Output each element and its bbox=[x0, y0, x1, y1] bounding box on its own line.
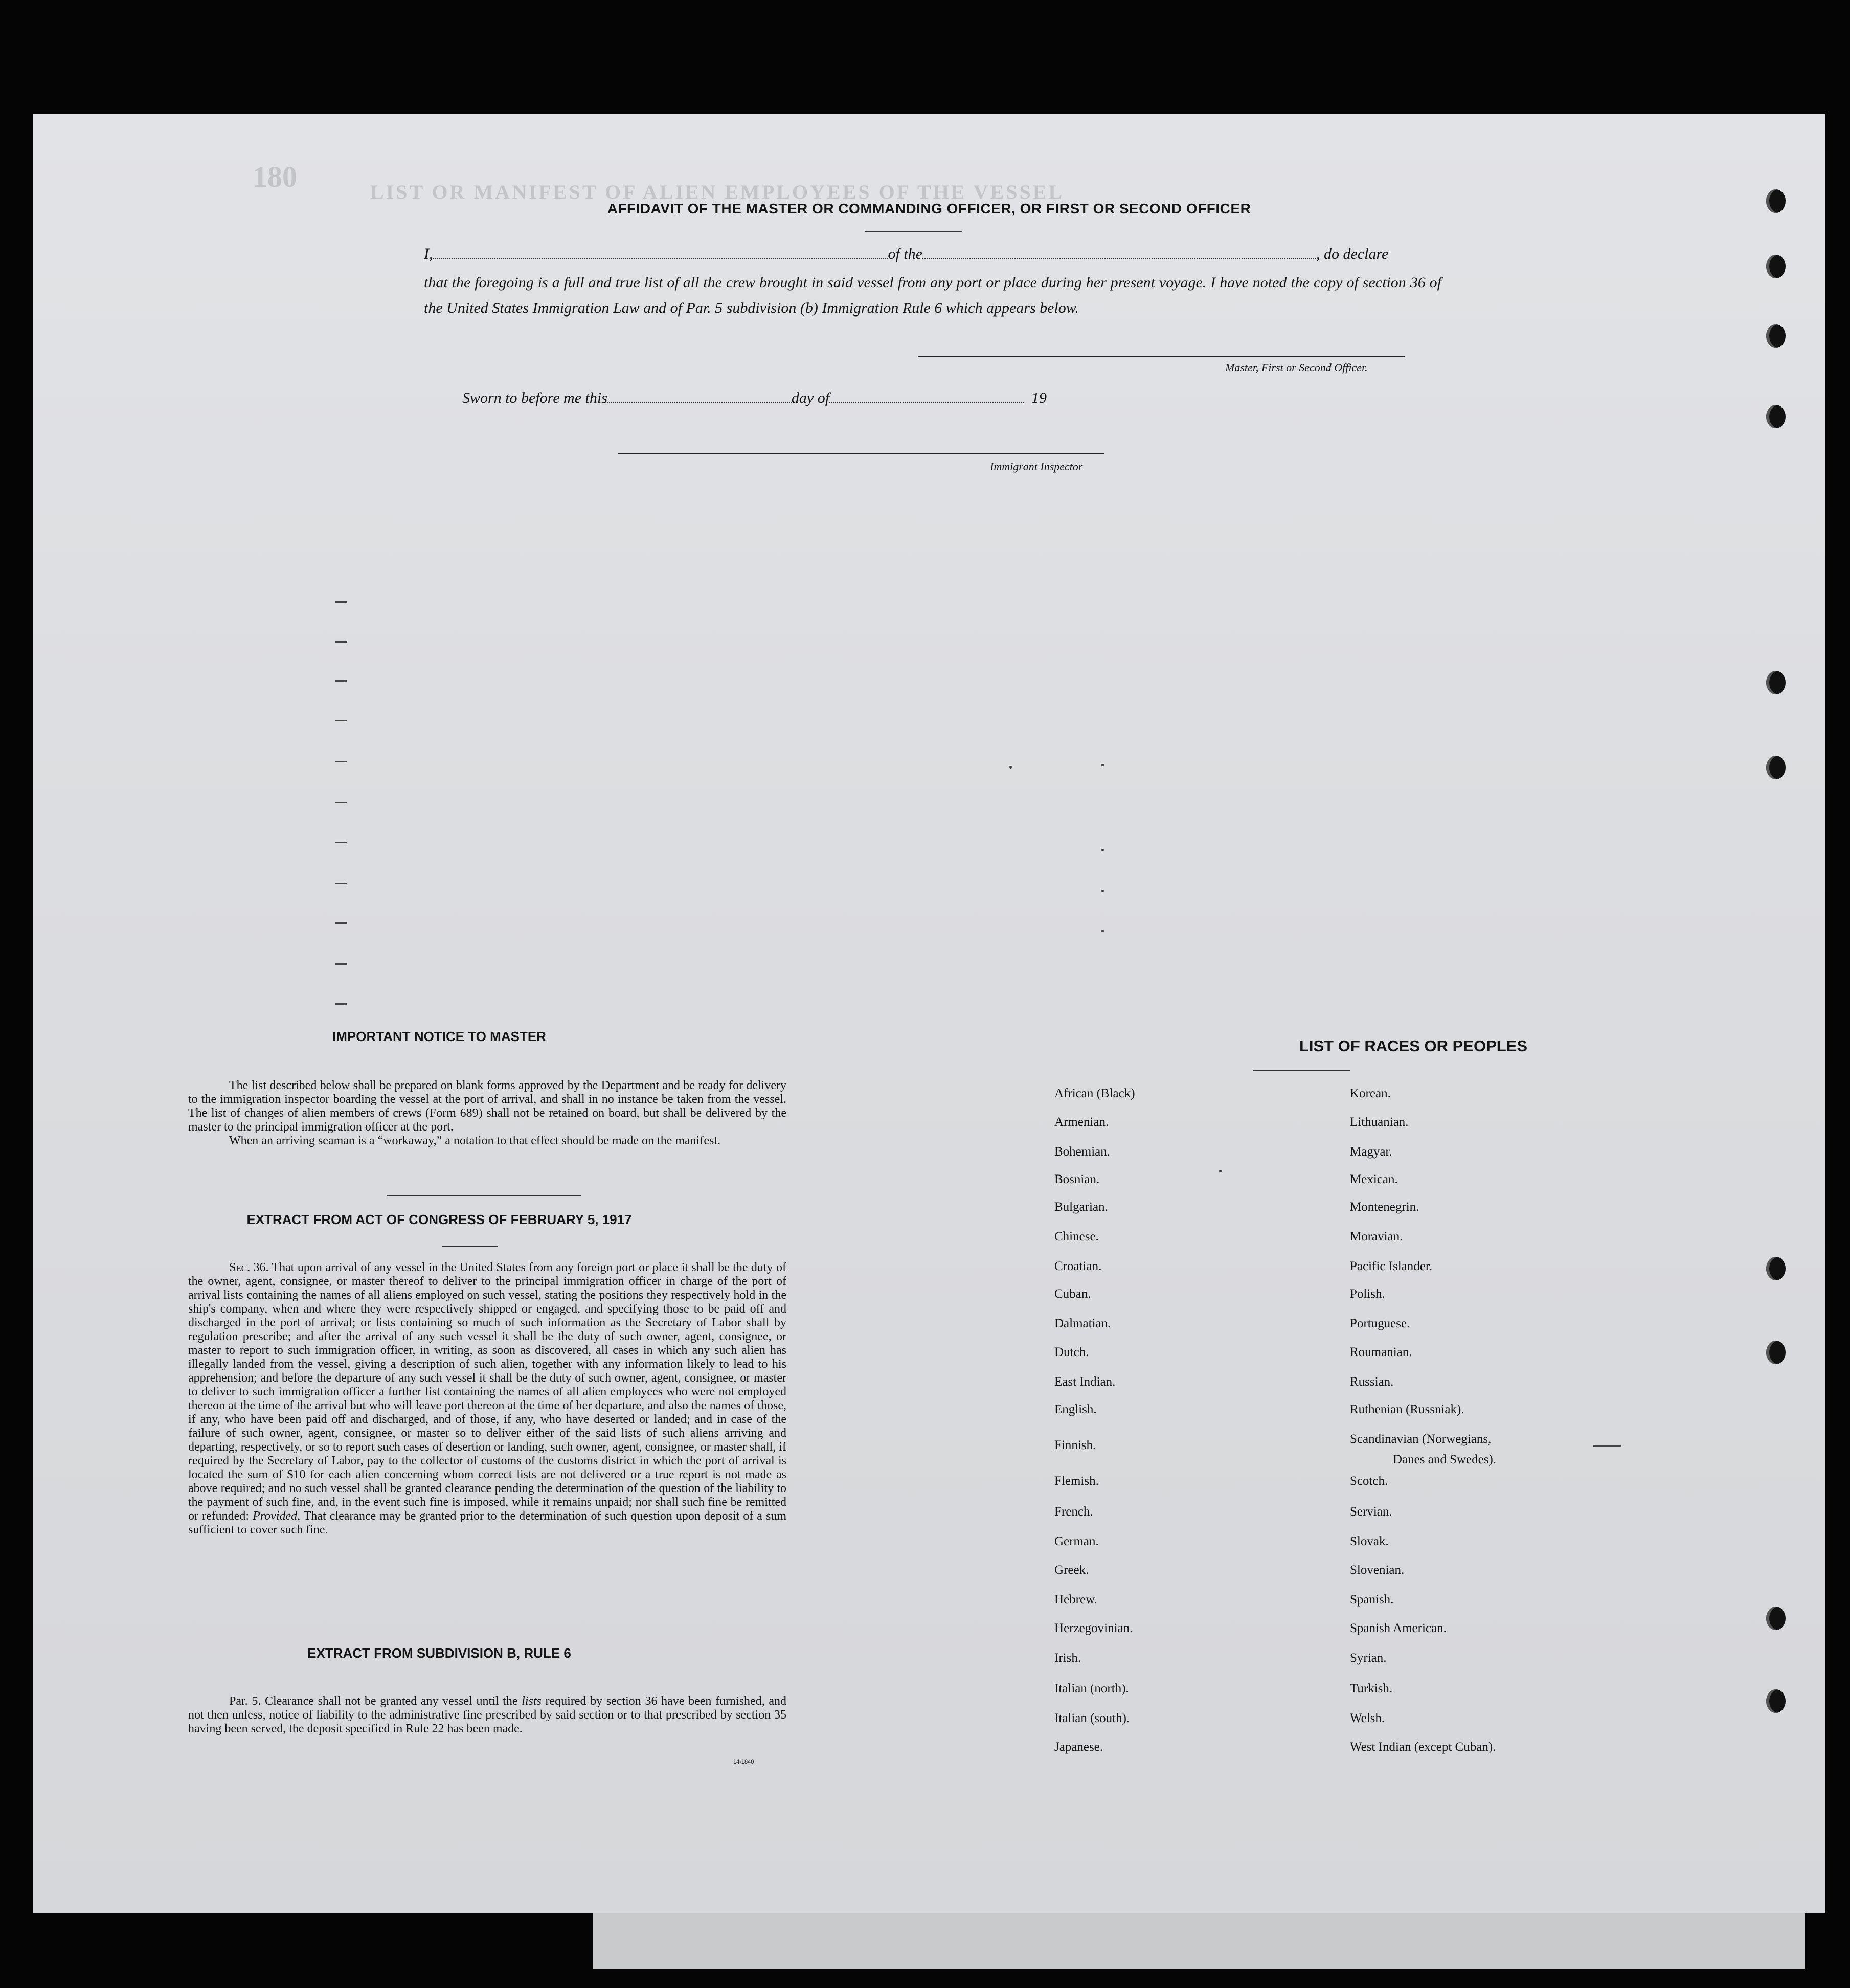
notice-paragraph-1: The list described below shall be prepared on blank forms approved by the Department and be ready for delivery to the immigration inspector boarding the vessel at the port of arrival, and shall in no instance be taken from the vessel. The list of changes of alien members of crews (Form 689) shall not be retained on board, but shall be delivered by the master to the principal immigration officer at the port. bbox=[188, 1079, 786, 1134]
race-item-right: Lithuanian. bbox=[1350, 1115, 1409, 1129]
binder-hole bbox=[1766, 1341, 1786, 1364]
margin-dash bbox=[335, 963, 347, 965]
binder-hole bbox=[1766, 255, 1786, 278]
act-title-rule bbox=[442, 1246, 498, 1247]
binder-hole bbox=[1766, 1689, 1786, 1713]
race-item-right: Korean. bbox=[1350, 1087, 1391, 1100]
race-item-left: Hebrew. bbox=[1054, 1593, 1097, 1607]
race-item-left: Greek. bbox=[1054, 1563, 1089, 1577]
margin-dash bbox=[335, 680, 347, 682]
act-extract-title: EXTRACT FROM ACT OF CONGRESS OF FEBRUARY 5, 1917 bbox=[246, 1212, 632, 1227]
race-item-left: German. bbox=[1054, 1534, 1099, 1548]
margin-dash bbox=[335, 720, 347, 721]
rule6-text-b: required by section 36 have been furnished, and not then unless, notice of liability to the administrative fine prescribed by said section or to that prescribed by section 35 having been served, the deposit specified in Rule 22 has been made. bbox=[188, 1695, 787, 1735]
race-item-left: Finnish. bbox=[1054, 1438, 1096, 1452]
margin-dash bbox=[335, 761, 347, 762]
margin-dash bbox=[335, 1003, 347, 1005]
race-item-right: Scandinavian (Norwegians, bbox=[1350, 1432, 1492, 1446]
sworn-month-blank[interactable] bbox=[829, 391, 1024, 403]
stray-dot bbox=[1009, 766, 1012, 769]
sworn-prefix: Sworn to before me this bbox=[462, 390, 607, 406]
margin-dash bbox=[335, 883, 347, 884]
master-signature-label: Master, First or Second Officer. bbox=[1225, 361, 1368, 374]
name-blank[interactable] bbox=[433, 246, 888, 259]
race-item-left: Armenian. bbox=[1054, 1115, 1109, 1129]
race-item-right: Pacific Islander. bbox=[1350, 1259, 1433, 1273]
race-item-right: Ruthenian (Russniak). bbox=[1350, 1403, 1464, 1416]
race-item-right: Spanish American. bbox=[1350, 1621, 1447, 1635]
race-item-right: Polish. bbox=[1350, 1287, 1385, 1301]
notice-title: IMPORTANT NOTICE TO MASTER bbox=[332, 1029, 546, 1044]
act-section-36 bbox=[188, 1261, 786, 1537]
race-item-left: Japanese. bbox=[1054, 1740, 1103, 1754]
margin-dash bbox=[335, 641, 347, 643]
margin-dash bbox=[335, 842, 347, 843]
race-item-left: Dutch. bbox=[1054, 1345, 1089, 1359]
race-item-right: Roumanian. bbox=[1350, 1345, 1412, 1359]
notice-paragraph-2: When an arriving seaman is a “workaway,” a notation to that effect should be made on the manifest. bbox=[229, 1134, 720, 1147]
stray-dot bbox=[1219, 1170, 1222, 1172]
binder-hole bbox=[1766, 756, 1786, 779]
races-title-rule bbox=[1253, 1070, 1350, 1071]
race-item-left: Dalmatian. bbox=[1054, 1317, 1111, 1330]
race-item-left: Bohemian. bbox=[1054, 1145, 1111, 1159]
binder-hole bbox=[1766, 1607, 1786, 1630]
bleed-through-header: LIST OR MANIFEST OF ALIEN EMPLOYEES OF THE VESSEL bbox=[370, 180, 1065, 204]
rule6-extract-title: EXTRACT FROM SUBDIVISION B, RULE 6 bbox=[307, 1645, 571, 1661]
sec-36-label: Sec. 36. bbox=[229, 1261, 269, 1274]
affidavit-declare-label: , do declare bbox=[1316, 245, 1389, 262]
race-item-left: Bulgarian. bbox=[1054, 1200, 1108, 1214]
races-title: LIST OF RACES OR PEOPLES bbox=[1299, 1037, 1528, 1055]
race-item-left: Chinese. bbox=[1054, 1230, 1099, 1244]
race-scandinavian-continued: Danes and Swedes). bbox=[1393, 1453, 1497, 1466]
stray-dot bbox=[1101, 930, 1104, 932]
margin-dash bbox=[335, 601, 347, 603]
stray-dot bbox=[1101, 849, 1104, 851]
sworn-line bbox=[462, 390, 1047, 407]
vessel-blank[interactable] bbox=[922, 246, 1316, 259]
binder-hole bbox=[1766, 324, 1786, 348]
rule6-paragraph bbox=[188, 1695, 786, 1736]
race-item-right: Turkish. bbox=[1350, 1682, 1393, 1696]
race-item-right: Moravian. bbox=[1350, 1230, 1403, 1244]
sworn-day-label: day of bbox=[791, 390, 830, 406]
sec-36-text: That upon arrival of any vessel in the United States from any foreign port or place it shall be the duty of the owner, agent, consignee, or master thereof to deliver to the principal immigration officer in charge of the port of arrival lists containing the names of all aliens employed on such vessel, stating the positions they respectively hold in the ship's company, when and where they were respectively shipped or engaged, and specifying those to be paid off and discharged in the port of arrival; or lists containing so much of such information as the Secretary of Labor shall by regulation prescribe; and after the arrival of any such vessel it shall be the duty of such owner, agent, consignee, or master to report to such immigration officer, in writing, as soon as discovered, all cases in which any such alien has illegally landed from the vessel, giving a description of such alien, together with any information likely to lead to his apprehension; and before the departure of any such vessel it shall be the duty of such owner, agent, consignee, or master to deliver to such immigration officer a further list containing the names of all alien employees who were not employed thereon at the time of the arrival but who will leave port thereon at the time of her departure, and also the names of those, if any, who have been paid off and discharged, and of those, if any, who have deserted or landed; and in case of the failure of such owner, agent, consignee, or master so to deliver either of the said lists of such aliens arriving and departing, respectively, or so to report such cases of desertion or landing, such owner, agent, consignee, or master shall, if required by the Secretary of Labor, pay to the collector of customs of the customs district in which the port of arrival is located the sum of $10 for each alien concerning whom correct lists are not delivered or a true report is not made as above required; and no such vessel shall be granted clearance pending the determination of the question of the liability to the payment of such fine, and, in the event such fine is imposed, while it remains unpaid; nor shall such fine be remitted or refunded: bbox=[188, 1261, 786, 1523]
inspector-signature-label: Immigrant Inspector bbox=[990, 460, 1083, 473]
race-item-right: Slovenian. bbox=[1350, 1563, 1405, 1577]
race-item-left: Italian (north). bbox=[1054, 1682, 1129, 1696]
race-item-right: Russian. bbox=[1350, 1375, 1394, 1389]
affidavit-of-the-label: of the bbox=[888, 245, 922, 262]
margin-dash bbox=[335, 922, 347, 924]
binder-hole bbox=[1766, 671, 1786, 694]
stray-dot bbox=[1101, 890, 1104, 892]
race-item-right: West Indian (except Cuban). bbox=[1350, 1740, 1496, 1754]
affidavit-title-rule bbox=[865, 231, 962, 232]
sec-36-text-end: That clearance may be granted prior to the determination of such question upon deposit of a sum sufficient to cover such fine. bbox=[188, 1509, 787, 1537]
master-signature-line[interactable] bbox=[918, 356, 1405, 357]
race-item-left: Italian (south). bbox=[1054, 1711, 1130, 1725]
bleed-through-number: 180 bbox=[253, 160, 297, 193]
race-item-left: East Indian. bbox=[1054, 1375, 1116, 1389]
notice-body bbox=[188, 1079, 786, 1148]
race-item-right: Magyar. bbox=[1350, 1145, 1392, 1159]
sworn-year-label: 19 bbox=[1031, 390, 1047, 406]
stray-dot bbox=[1101, 764, 1104, 766]
affidavit-title: AFFIDAVIT OF THE MASTER OR COMMANDING OFFICER, OR FIRST OR SECOND OFFICER bbox=[607, 200, 1251, 216]
race-item-right: Montenegrin. bbox=[1350, 1200, 1419, 1214]
race-item-right: Servian. bbox=[1350, 1505, 1392, 1519]
provided-word: Provided, bbox=[253, 1509, 301, 1523]
affidavit-statement: that the foregoing is a full and true list of all the crew brought in said vessel from any port or place during her present voyage. I have noted the copy of section 36 of the United States Immigration Law and of Par. 5 subdivision (b) Immigration Rule 6 which appears below. bbox=[424, 274, 1441, 317]
section-divider bbox=[387, 1195, 581, 1196]
race-item-right: Scotch. bbox=[1350, 1474, 1388, 1488]
rule6-text-a: Par. 5. Clearance shall not be granted any vessel until the bbox=[229, 1695, 518, 1708]
lists-word: lists bbox=[522, 1695, 542, 1708]
sworn-day-blank[interactable] bbox=[607, 391, 792, 403]
race-item-right: Slovak. bbox=[1350, 1534, 1389, 1548]
affidavit-i-label: I, bbox=[424, 245, 433, 262]
affidavit-declaration-line bbox=[424, 245, 1441, 263]
binder-hole bbox=[1766, 405, 1786, 428]
race-item-left: English. bbox=[1054, 1403, 1097, 1416]
race-item-left: Irish. bbox=[1054, 1651, 1081, 1665]
race-item-left: African (Black) bbox=[1054, 1087, 1135, 1100]
race-item-right: Welsh. bbox=[1350, 1711, 1385, 1725]
form-number: 14-1840 bbox=[733, 1759, 754, 1765]
document-page bbox=[33, 114, 1825, 1913]
race-item-left: Cuban. bbox=[1054, 1287, 1091, 1301]
race-item-right: Syrian. bbox=[1350, 1651, 1387, 1665]
inspector-signature-line[interactable] bbox=[618, 453, 1104, 454]
race-item-left: Bosnian. bbox=[1054, 1172, 1100, 1186]
race-item-left: Flemish. bbox=[1054, 1474, 1099, 1488]
margin-dash bbox=[1593, 1445, 1621, 1447]
race-item-left: Herzegovinian. bbox=[1054, 1621, 1133, 1635]
race-item-left: Croatian. bbox=[1054, 1259, 1102, 1273]
race-item-right: Spanish. bbox=[1350, 1593, 1394, 1607]
race-item-right: Mexican. bbox=[1350, 1172, 1398, 1186]
race-item-left: French. bbox=[1054, 1505, 1093, 1519]
margin-dash bbox=[335, 802, 347, 803]
binder-hole bbox=[1766, 1257, 1786, 1280]
race-item-right: Portuguese. bbox=[1350, 1317, 1410, 1330]
